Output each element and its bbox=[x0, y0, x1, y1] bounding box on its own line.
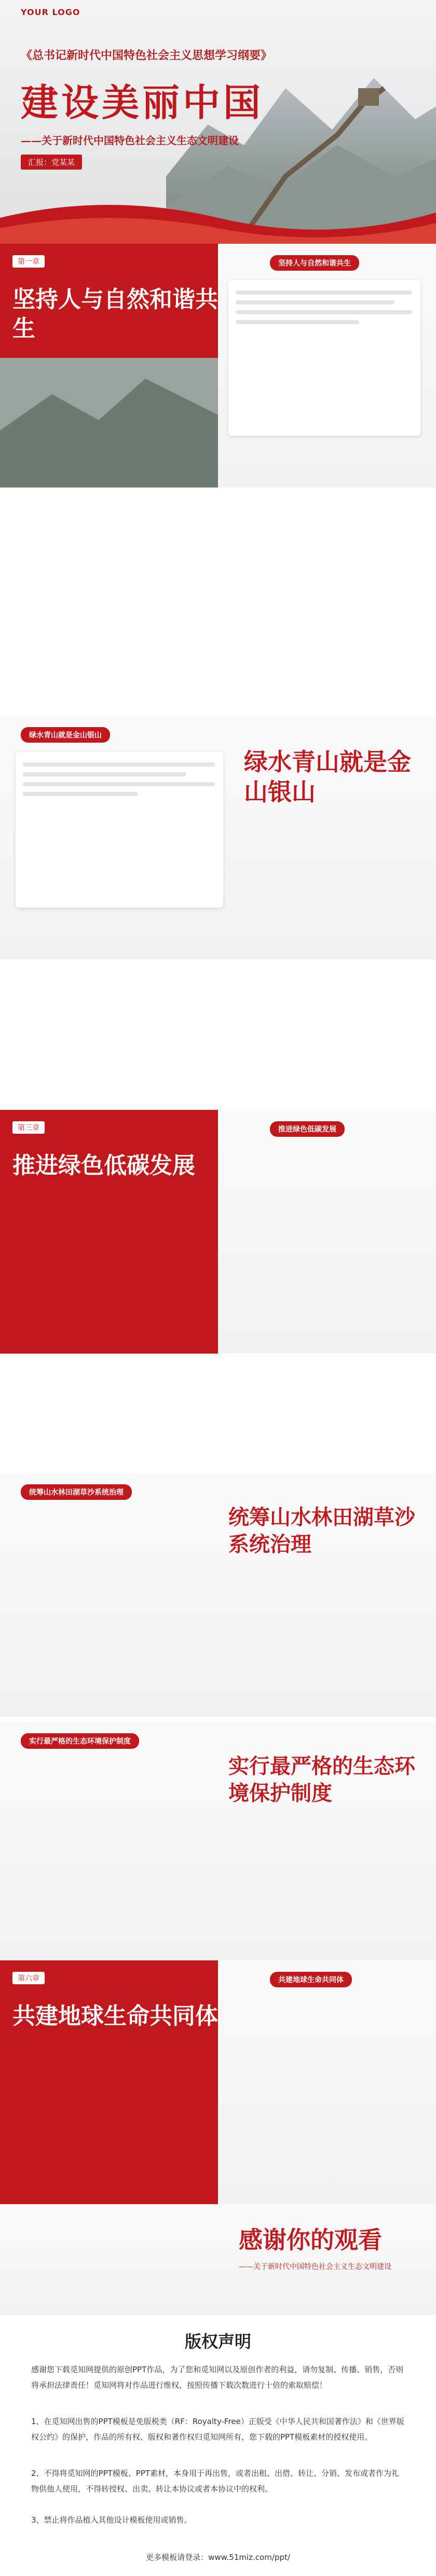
cover-slide bbox=[0, 0, 436, 244]
cover-title: 建设美丽中国 bbox=[21, 80, 264, 124]
chapter-panel bbox=[0, 1960, 218, 2204]
copyright-paragraph-2: 1、在觅知网出售的PPT模板是免版税类（RF：Royalty-Free）正版受《中华人民共和国著作法》和《世界版权公约》的保护，作品的所有权、版权和著作权归觅知网所有，您下载的PPT模板素材的授权使用。 bbox=[31, 2417, 404, 2442]
closing-subtitle: ——关于新时代中国特色社会主义生态文明建设 bbox=[239, 2263, 391, 2271]
section-pill: 统筹山水林田湖草沙系统治理 bbox=[21, 1484, 132, 1500]
chapter-tag: 第一章 bbox=[12, 255, 45, 268]
section-pill: 坚持人与自然和谐共生 bbox=[270, 255, 359, 271]
chapter-tag: 第六章 bbox=[12, 1972, 45, 1984]
copyright-section bbox=[0, 2315, 436, 2576]
chapter-title: 绿水青山就是金山银山 bbox=[244, 748, 411, 806]
chapter-panel bbox=[0, 244, 218, 488]
chapter-title: 推进绿色低碳发展 bbox=[12, 1152, 195, 1179]
chapter-tag: 第三章 bbox=[12, 1121, 45, 1134]
copyright-paragraph-3: 2、不得将觅知网的PPT模板、PPT素材，本身用于再出售，或者出租、出借、转让、分销、发布或者作为礼物供他人使用，不得转授权、出卖、转让本协议或者本协议中的权利。 bbox=[31, 2469, 400, 2494]
slide-chapter-1 bbox=[0, 244, 436, 488]
copyright-paragraph-4: 3、禁止将作品植入其他设计模板使用或销售。 bbox=[31, 2515, 192, 2525]
section-pill: 共建地球生命共同体 bbox=[270, 1972, 352, 1987]
red-wave-decoration bbox=[0, 187, 436, 244]
copyright-title: 版权声明 bbox=[184, 2332, 251, 2351]
chapter-title: 共建地球生命共同体 bbox=[12, 2003, 218, 2029]
content-card bbox=[228, 280, 420, 436]
closing-title: 感谢你的观看 bbox=[239, 2226, 382, 2254]
slide-chapter-2 bbox=[0, 716, 436, 959]
section-pill: 推进绿色低碳发展 bbox=[270, 1121, 345, 1137]
closing-slide bbox=[0, 2204, 436, 2315]
footer-link-text: 更多模板请登录：www.51miz.com/ppt/ bbox=[146, 2553, 290, 2562]
chapter-title: 坚持人与自然和谐共生 bbox=[12, 286, 218, 342]
section-pill: 绿水青山就是金山银山 bbox=[21, 727, 110, 743]
cover-subtitle: ——关于新时代中国特色社会主义生态文明建设 bbox=[21, 134, 239, 147]
presenter-badge: 汇报：党某某 bbox=[21, 155, 82, 170]
content-card bbox=[16, 752, 223, 908]
chapter-title: 实行最严格的生态环境保护制度 bbox=[228, 1754, 415, 1805]
copyright-paragraph-1: 感谢您下载觅知网提供的原创PPT作品，为了您和觅知网以及原创作者的利益，请勿复制、传播、销售，否则将承担法律责任！觅知网将对作品进行维权，按照传播下载次数进行十倍的索取赔偿！ bbox=[31, 2365, 404, 2390]
logo-text: YOUR LOGO bbox=[21, 7, 80, 17]
slide-chapter-3 bbox=[0, 1110, 436, 1354]
slide-chapter-5 bbox=[0, 1722, 436, 1966]
slide-chapter-6 bbox=[0, 1960, 436, 2204]
chapter-panel bbox=[0, 1110, 218, 1354]
cover-supertitle: 《总书记新时代中国特色社会主义思想学习纲要》 bbox=[21, 49, 272, 62]
slide-chapter-4 bbox=[0, 1473, 436, 1717]
chapter-title: 统筹山水林田湖草沙系统治理 bbox=[228, 1505, 415, 1556]
mountain-photo bbox=[0, 358, 218, 488]
section-pill: 实行最严格的生态环境保护制度 bbox=[21, 1733, 139, 1749]
